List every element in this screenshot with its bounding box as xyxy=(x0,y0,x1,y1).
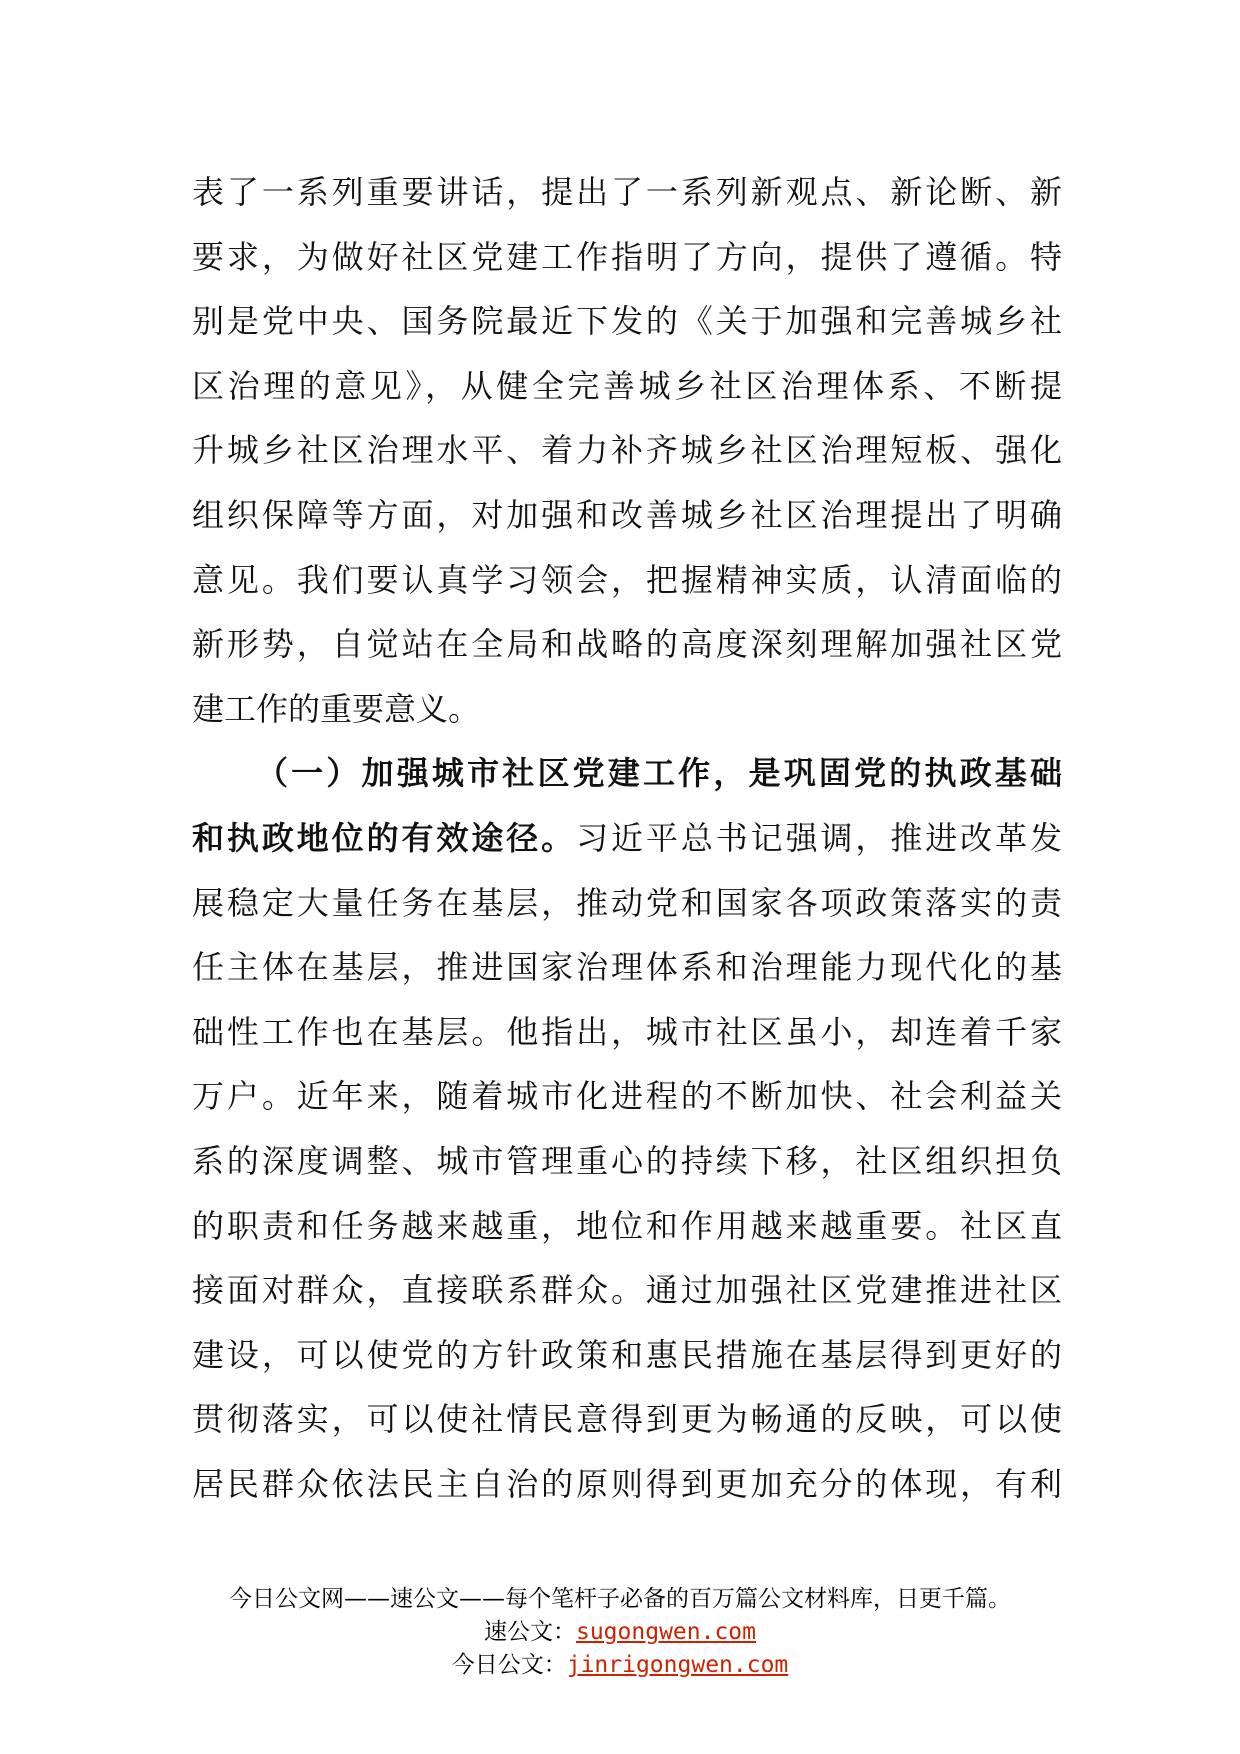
footer-link-label: 今日公文： xyxy=(451,1652,567,1678)
body-line: 别是党中央、国务院最近下发的《关于加强和完善城乡社 xyxy=(192,302,1062,341)
footer-link-row-sugongwen xyxy=(0,1613,1240,1646)
section-heading-end: 和执政地位的有效途径。 xyxy=(192,818,577,857)
body-line: 展稳定大量任务在基层，推动党和国家各项政策落实的责 xyxy=(192,883,1062,922)
footer-banner: 今日公文网——速公文——每个笔杆子必备的百万篇公文材料库，日更千篇。 xyxy=(229,1586,1011,1612)
body-line: 居民群众依法民主自治的原则得到更加充分的体现，有利 xyxy=(192,1464,1062,1503)
body-line: 区治理的意见》，从健全完善城乡社区治理体系、不断提 xyxy=(192,366,1062,405)
body-line: 意见。我们要认真学习领会，把握精神实质，认清面临的 xyxy=(192,560,1062,599)
body-line: 建工作的重要意义。 xyxy=(192,689,481,728)
body-line: 贯彻落实，可以使社情民意得到更为畅通的反映，可以使 xyxy=(192,1400,1062,1439)
section-line-text: 习近平总书记强调，推进改革发 xyxy=(576,818,1062,857)
body-line: 万户。近年来，随着城市化进程的不断加快、社会利益关 xyxy=(192,1077,1062,1116)
sugongwen-link[interactable]: sugongwen.com xyxy=(575,1619,756,1645)
body-line: 要求，为做好社区党建工作指明了方向，提供了遵循。特 xyxy=(192,237,1062,276)
body-line: 的职责和任务越来越重，地位和作用越来越重要。社区直 xyxy=(192,1206,1062,1245)
body-line: 组织保障等方面，对加强和改善城乡社区治理提出了明确 xyxy=(192,495,1062,534)
document-body xyxy=(192,160,1062,1516)
footer-link-row-jinrigongwen xyxy=(0,1646,1240,1679)
body-line: 建设，可以使党的方针政策和惠民措施在基层得到更好的 xyxy=(192,1335,1062,1374)
body-line: 表了一系列重要讲话，提出了一系列新观点、新论断、新 xyxy=(192,173,1062,211)
body-line: 新形势，自觉站在全局和战略的高度深刻理解加强社区党 xyxy=(192,625,1062,664)
section-heading-continuation xyxy=(192,806,1062,871)
body-line: 任主体在基层，推进国家治理体系和治理能力现代化的基 xyxy=(192,948,1062,987)
jinrigongwen-link[interactable]: jinrigongwen.com xyxy=(566,1652,789,1678)
body-line: 系的深度调整、城市管理重心的持续下移，社区组织担负 xyxy=(192,1141,1062,1180)
body-line: 升城乡社区治理水平、着力补齐城乡社区治理短板、强化 xyxy=(192,431,1062,470)
body-line: 础性工作也在基层。他指出，城市社区虽小，却连着千家 xyxy=(192,1012,1062,1051)
body-line: 接面对群众，直接联系群众。通过加强社区党建推进社区 xyxy=(192,1271,1062,1310)
section-heading: （一）加强城市社区党建工作，是巩固党的执政基础 xyxy=(256,754,1062,793)
footer-link-label: 速公文： xyxy=(483,1619,576,1645)
